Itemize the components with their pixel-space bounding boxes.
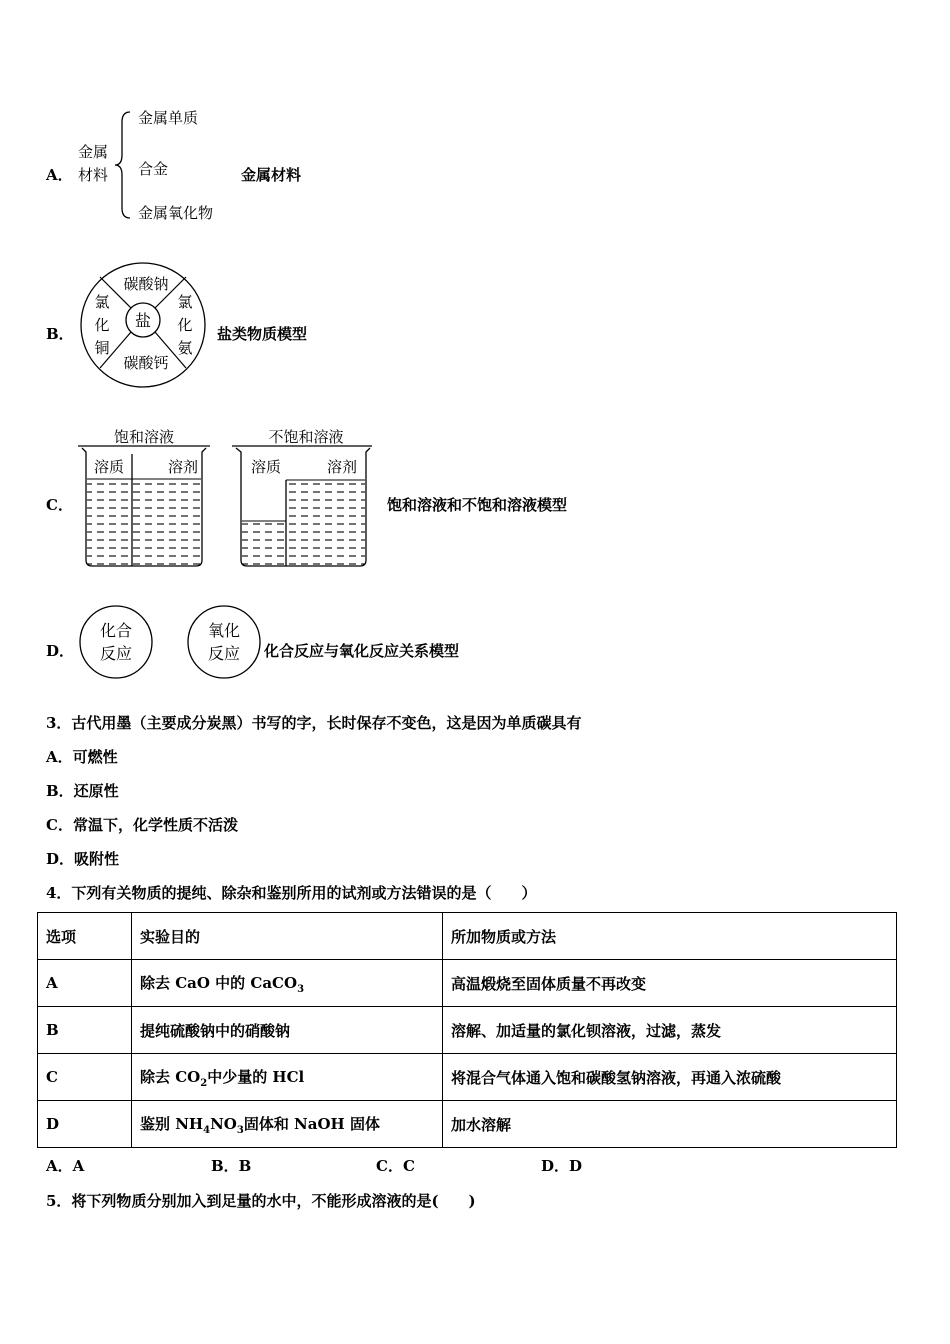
beaker1-solvent: 溶剂 — [167, 458, 199, 476]
beaker2-solvent: 溶剂 — [326, 458, 358, 476]
q4-table — [37, 912, 897, 1148]
option-d-label: D． — [46, 642, 75, 660]
row-b-method: 溶解、加适量的氯化钡溶液，过滤，蒸发 — [443, 1007, 897, 1054]
q4-answer-b: B．B — [211, 1157, 252, 1175]
option-a-caption: 金属材料 — [241, 166, 302, 184]
row-c-option: C — [38, 1054, 132, 1101]
salt-top-text: 碳酸钠 — [123, 275, 169, 293]
q4-answer-d: D．D — [541, 1157, 583, 1175]
row-d-option: D — [38, 1101, 132, 1148]
salt-right-text-1: 氯 — [177, 293, 193, 311]
diagram-a-branch-2: 合金 — [138, 160, 169, 178]
row-b-option: B — [38, 1007, 132, 1054]
beaker1-title: 饱和溶液 — [113, 428, 175, 446]
row-c-goal: 除去 $CO_2$中少量的 HCl — [132, 1054, 443, 1101]
table-row — [38, 1007, 897, 1054]
row-d-method: 加水溶解 — [443, 1101, 897, 1148]
table-header-row — [38, 913, 897, 960]
salt-left-text-2: 化 — [94, 316, 110, 334]
option-b-caption: 盐类物质模型 — [217, 325, 308, 343]
table-row — [38, 1054, 897, 1101]
diagram-a-root-line1: 金属 — [78, 143, 109, 161]
salt-model-diagram — [78, 260, 208, 390]
option-d-caption: 化合反应与氧化反应关系模型 — [264, 642, 460, 660]
row-a-method: 高温煅烧至固体质量不再改变 — [443, 960, 897, 1007]
header-goal: 实验目的 — [132, 913, 443, 960]
option-c-caption: 饱和溶液和不饱和溶液模型 — [387, 496, 568, 514]
salt-right-text-2: 化 — [177, 316, 193, 334]
table-row — [38, 960, 897, 1007]
row-c-method: 将混合气体通入饱和碳酸氢钠溶液，再通入浓硫酸 — [443, 1054, 897, 1101]
salt-left-text-1: 氯 — [94, 293, 110, 311]
circle1-line1: 化合 — [99, 621, 133, 640]
q3-option-a: A．可燃性 — [46, 748, 118, 766]
beaker1-solute: 溶质 — [93, 458, 125, 476]
option-b-label: B． — [46, 325, 74, 343]
salt-center-text: 盐 — [134, 311, 152, 330]
circle2-line1: 氧化 — [207, 621, 241, 640]
diagram-a-branch-3: 金属氧化物 — [138, 204, 214, 222]
row-a-option: A — [38, 960, 132, 1007]
header-method: 所加物质或方法 — [443, 913, 897, 960]
q4-stem: 4．下列有关物质的提纯、除杂和鉴别所用的试剂或方法错误的是（ ） — [46, 884, 537, 902]
q4-answer-c: C．C — [376, 1157, 415, 1175]
salt-bottom-text: 碳酸钙 — [123, 354, 169, 372]
q3-stem: 3．古代用墨（主要成分炭黑）书写的字，长时保存不变色，这是因为单质碳具有 — [46, 714, 582, 732]
q3-option-c: C．常温下，化学性质不活泼 — [46, 816, 238, 834]
q5-stem: 5．将下列物质分别加入到足量的水中，不能形成溶液的是( ) — [46, 1192, 476, 1210]
row-b-goal: 提纯硫酸钠中的硝酸钠 — [132, 1007, 443, 1054]
row-a-goal: 除去 CaO 中的 CaCO$_3$ — [132, 960, 443, 1007]
row-d-goal: 鉴别 $NH_4NO_3$固体和 NaOH 固体 — [132, 1101, 443, 1148]
solution-beakers-diagram — [72, 424, 372, 574]
circle2-line2: 反应 — [207, 644, 241, 663]
beaker2-solute: 溶质 — [250, 458, 282, 476]
reaction-relation-diagram — [76, 604, 266, 684]
salt-left-text-3: 铜 — [94, 339, 110, 357]
table-row — [38, 1101, 897, 1148]
circle1-line2: 反应 — [99, 644, 133, 663]
beaker2-title: 不饱和溶液 — [268, 428, 344, 446]
diagram-a-root-line2: 材料 — [78, 166, 109, 184]
option-c-label: C． — [46, 496, 73, 514]
q4-answer-a: A．A — [46, 1157, 85, 1175]
diagram-a-branch-1: 金属单质 — [138, 109, 199, 127]
option-a-label: A． — [46, 166, 73, 184]
diagram-a-brace — [112, 110, 134, 220]
q3-option-d: D．吸附性 — [46, 850, 120, 868]
q3-option-b: B．还原性 — [46, 782, 119, 800]
salt-right-text-3: 氨 — [177, 339, 193, 357]
header-option: 选项 — [38, 913, 132, 960]
